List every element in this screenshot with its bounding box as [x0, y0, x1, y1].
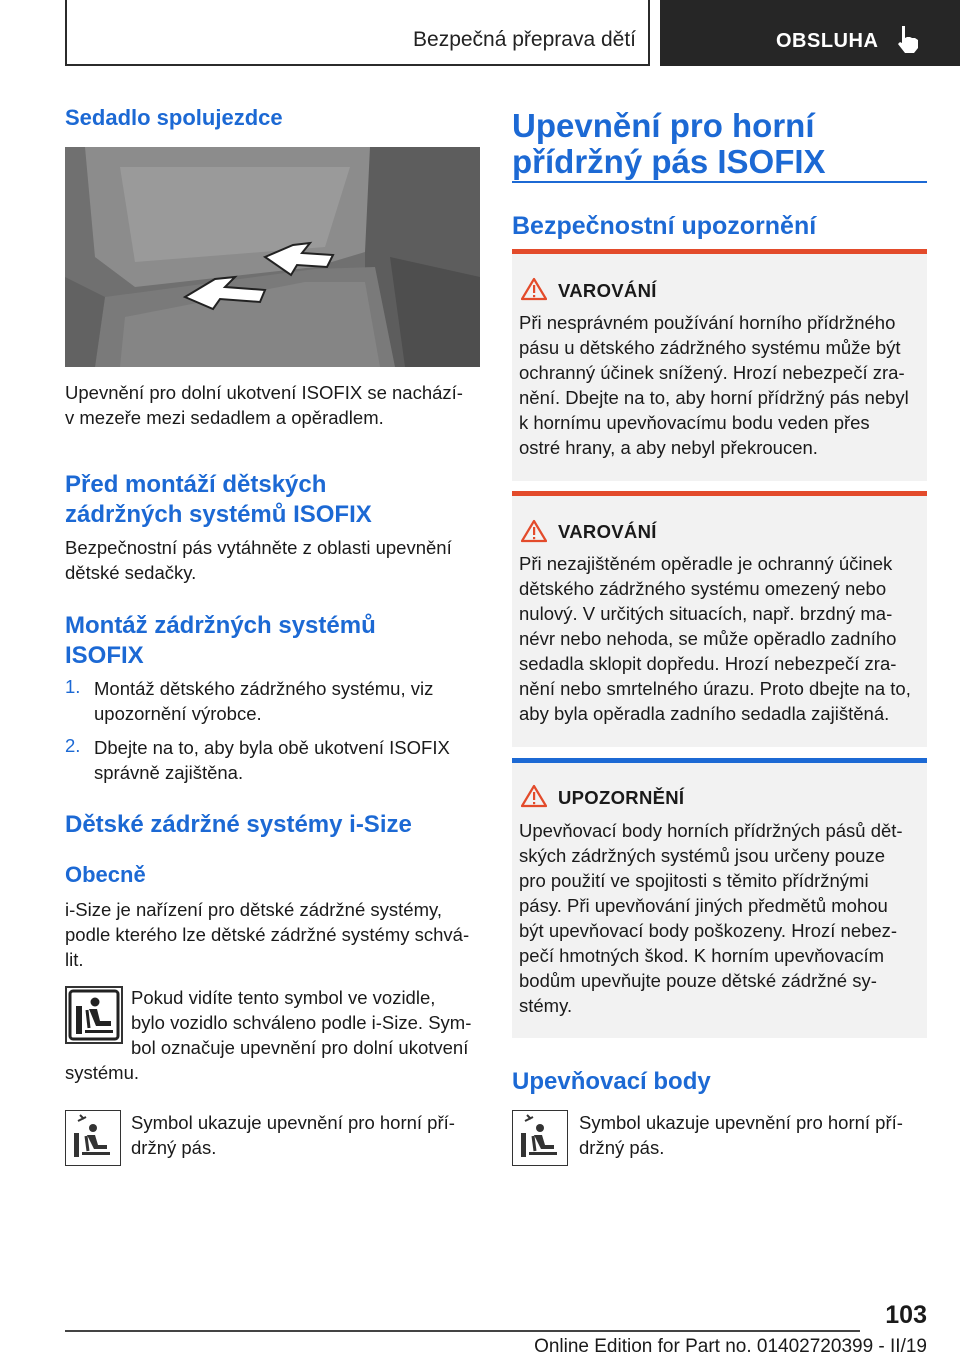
warning-box-1 — [512, 249, 927, 481]
isize-seat-symbol-graphic — [67, 988, 121, 1042]
step-1-number: 1. — [65, 676, 81, 697]
pointing-hand-icon — [894, 24, 924, 54]
warning-2-line-2: dětského zádržného systému omezený nebo — [519, 578, 887, 599]
notice-triangle-icon — [521, 784, 547, 808]
notice-box-bar — [512, 758, 927, 763]
photo-caption-line-2: v mezeře mezi sedadlem a opěradlem. — [65, 407, 384, 428]
warning-1-title: VAROVÁNÍ — [558, 280, 657, 301]
general-text-line-3: lit. — [65, 949, 84, 970]
heading-general: Obecně — [65, 862, 146, 887]
chapter-title: Bezpečná přeprava dětí — [413, 28, 636, 51]
symbol1-text-line-3: bol označuje upevnění pro dolní ukotvení — [131, 1037, 469, 1058]
general-text-line-1: i-Size je nařízení pro dětské zádržné systémy, — [65, 899, 443, 920]
notice-line-1: Upevňovací body horních přídržných pásů dět‐ — [519, 820, 903, 841]
heading-top-tether-line-2: přídržný pás ISOFIX — [512, 143, 826, 180]
general-text-line-2: podle kterého lze dětské zádržné systémy schvá‐ — [65, 924, 470, 945]
top-tether-symbol-graphic — [66, 1111, 119, 1164]
header-rule-left — [65, 0, 67, 66]
top-tether-symbol-icon — [512, 1110, 568, 1166]
seat-photo — [65, 147, 480, 367]
warning-triangle-icon — [521, 519, 547, 543]
edition-note: Online Edition for Part no. 01402720399 - II/19 — [534, 1336, 927, 1357]
heading-mounting-line-1: Montáž zádržných systémů — [65, 612, 376, 639]
warning-triangle-icon — [521, 277, 547, 301]
notice-line-5: být upevňovací body poškozeny. Hrozí nebez‐ — [519, 920, 898, 941]
symbol1-text-line-1: Pokud vidíte tento symbol ve vozidle, — [131, 987, 436, 1008]
warning-2-line-5: sedadla sklopit dopředu. Hrozí nebezpečí zra‐ — [519, 653, 897, 674]
footer-rule — [65, 1330, 860, 1332]
notice-line-6: pečí hmotných škod. K horním upevňovacím — [519, 945, 885, 966]
before-text-line-1: Bezpečnostní pás vytáhněte z oblasti upevnění — [65, 537, 452, 558]
notice-box — [512, 758, 927, 1038]
notice-line-4: pásy. Při upevňování jiných předmětů mohou — [519, 895, 888, 916]
heading-safety-notes: Bezpečnostní upozornění — [512, 212, 817, 240]
notice-line-2: ských zádržných systémů jsou určeny pouze — [519, 845, 886, 866]
step-2-number: 2. — [65, 735, 81, 756]
notice-line-8: stémy. — [519, 995, 573, 1016]
notice-title: UPOZORNĚNÍ — [558, 787, 685, 808]
anchor-text-line-2: držný pás. — [579, 1137, 665, 1158]
seat-photo-illustration — [65, 147, 480, 367]
heading-anchor-points: Upevňovací body — [512, 1068, 711, 1095]
anchor-text-line-1: Symbol ukazuje upevnění pro horní pří‐ — [579, 1112, 903, 1133]
photo-caption-line-1: Upevnění pro dolní ukotvení ISOFIX se nachází‐ — [65, 382, 463, 403]
step-1-line-1: Montáž dětského zádržného systému, viz — [94, 678, 434, 699]
notice-line-3: pro použití ve spojitosti s těmito přídržnými — [519, 870, 869, 891]
header-rule-bottom — [65, 64, 650, 66]
warning-2-title: VAROVÁNÍ — [558, 521, 657, 542]
symbol2-text-line-1: Symbol ukazuje upevnění pro horní pří‐ — [131, 1112, 455, 1133]
step-2-line-1: Dbejte na to, aby byla obě ukotvení ISOFIX — [94, 737, 450, 758]
warning-box-1-bar — [512, 249, 927, 254]
warning-2-line-7: aby byla opěradla zadního sedadla zajištěná. — [519, 703, 890, 724]
step-2-line-2: správně zajištěna. — [94, 762, 244, 783]
heading-before-mounting-line-1: Před montáží dětských — [65, 471, 327, 498]
warning-box-2 — [512, 491, 927, 747]
heading-passenger-seat: Sedadlo spolujezdce — [65, 105, 283, 130]
warning-1-line-1: Při nesprávném používání horního přídržného — [519, 312, 896, 333]
isize-seat-symbol-icon — [65, 986, 123, 1044]
before-text-line-2: dětské sedačky. — [65, 562, 197, 583]
warning-1-line-6: ostré hrany, a aby nebyl překroucen. — [519, 437, 818, 458]
symbol1-text-line-4: systému. — [65, 1062, 140, 1083]
warning-2-line-1: Při nezajištěném opěradle je ochranný účinek — [519, 553, 893, 574]
anchor-tether-symbol-graphic — [513, 1111, 566, 1164]
heading-before-mounting-line-2: zádržných systémů ISOFIX — [65, 501, 372, 528]
symbol2-text-line-2: držný pás. — [131, 1137, 217, 1158]
warning-1-line-3: ochranný účinek snížený. Hrozí nebezpečí zra‐ — [519, 362, 905, 383]
warning-1-line-5: k hornímu upevňovacímu bodu veden přes — [519, 412, 870, 433]
page-number: 103 — [885, 1301, 927, 1329]
warning-box-2-bar — [512, 491, 927, 496]
heading-isize: Dětské zádržné systémy i-Size — [65, 811, 412, 838]
warning-2-line-4: névr nebo nehoda, se může opěradlo zadního — [519, 628, 897, 649]
heading-mounting-line-2: ISOFIX — [65, 642, 144, 669]
warning-1-line-2: pásu u dětského zádržného systému může být — [519, 337, 901, 358]
top-tether-symbol-icon — [65, 1110, 121, 1166]
heading-underline — [512, 181, 927, 183]
warning-1-line-4: nění. Dbejte na to, aby horní přídržný pás nebyl — [519, 387, 909, 408]
symbol1-text-line-2: bylo vozidlo schváleno podle i-Size. Sym‐ — [131, 1012, 472, 1033]
notice-line-7: bodům upevňujte pouze dětské zádržné sy‐ — [519, 970, 877, 991]
heading-top-tether-line-1: Upevnění pro horní — [512, 107, 815, 144]
step-1-line-2: upozornění výrobce. — [94, 703, 262, 724]
section-tab-label: OBSLUHA — [776, 30, 879, 52]
warning-2-line-3: nulový. V určitých situacích, např. brzdný ma‐ — [519, 603, 893, 624]
warning-2-line-6: nění nebo smrtelného úrazu. Proto dbejte na to, — [519, 678, 911, 699]
header-rule-right — [648, 0, 650, 66]
